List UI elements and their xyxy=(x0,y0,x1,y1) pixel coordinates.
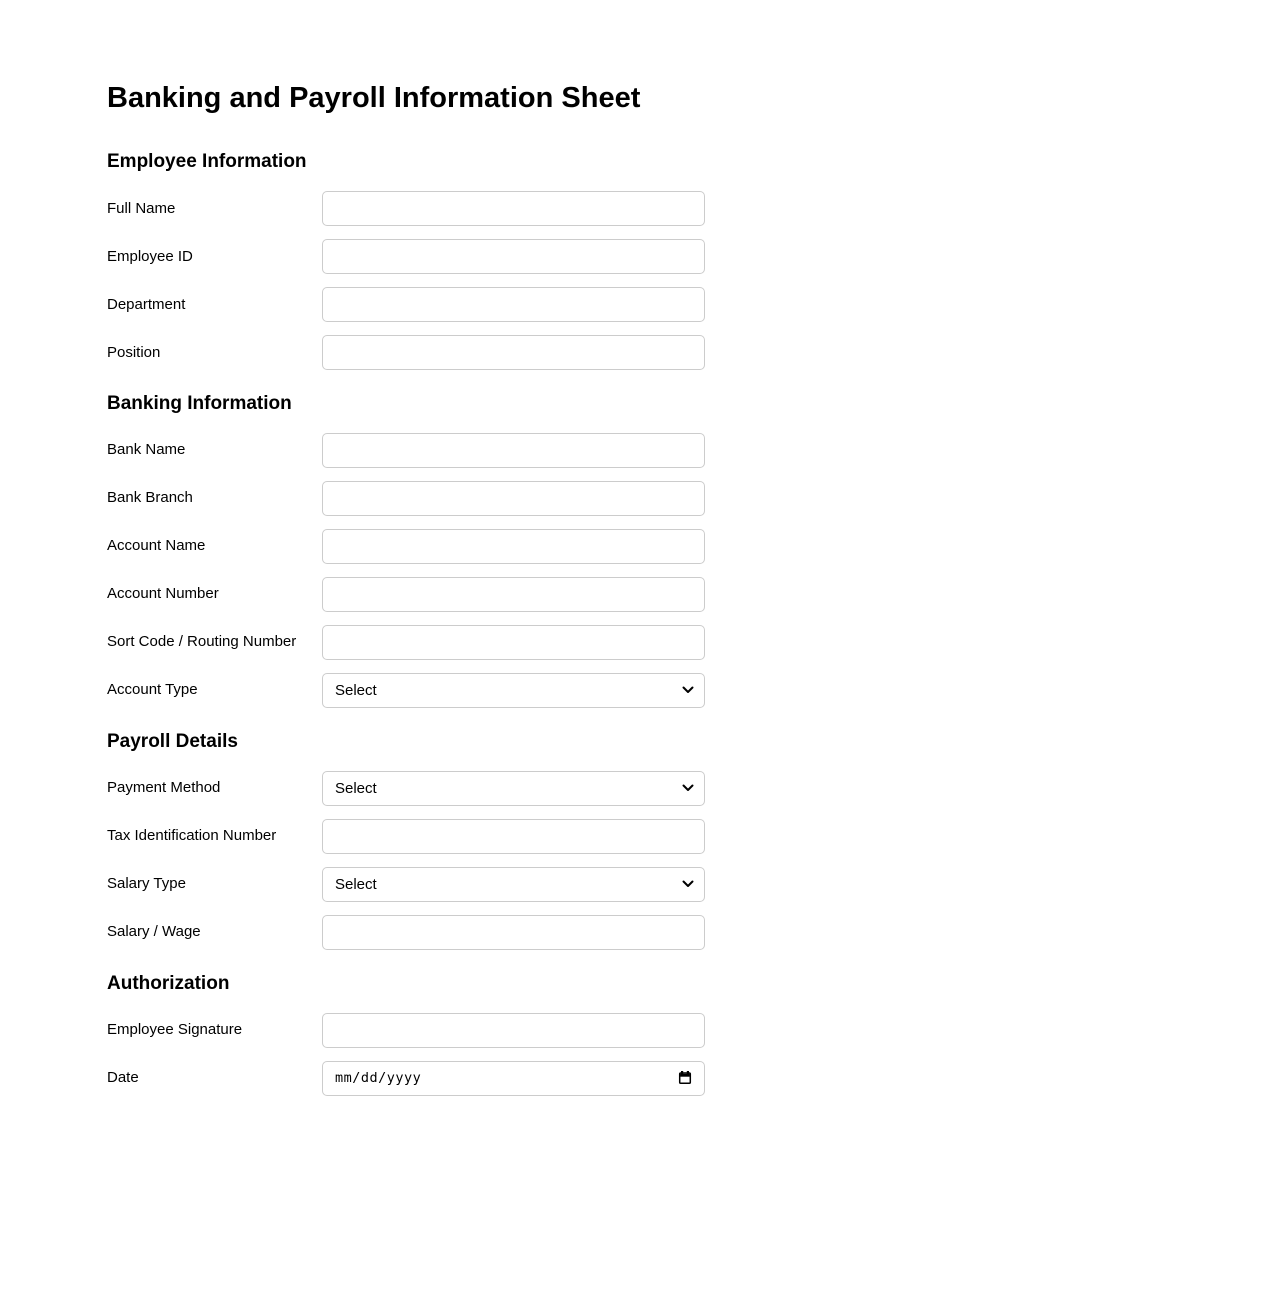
bank-branch-label: Bank Branch xyxy=(107,489,193,507)
full-name-label: Full Name xyxy=(107,199,176,217)
bank-name-label: Bank Name xyxy=(107,441,186,459)
section-authorization xyxy=(107,973,1278,1096)
salary-type-label: Salary Type xyxy=(107,875,186,893)
date-placeholder: mm/dd/yyyy xyxy=(335,1070,422,1087)
form-row-salary-type xyxy=(107,867,1278,902)
section-heading-payroll-details: Payroll Details xyxy=(107,730,238,752)
form-row-employee-id xyxy=(107,239,1278,274)
form-row-sort-code xyxy=(107,625,1278,660)
department-input[interactable] xyxy=(322,287,705,322)
section-employee-information xyxy=(107,151,1278,370)
tax-id-input[interactable] xyxy=(322,819,705,854)
account-type-label: Account Type xyxy=(107,681,198,699)
sort-code-label: Sort Code / Routing Number xyxy=(107,633,297,651)
account-name-input[interactable] xyxy=(322,529,705,564)
account-type-select-wrap xyxy=(322,673,705,708)
payment-method-select-wrap xyxy=(322,771,705,806)
department-label: Department xyxy=(107,295,186,313)
account-number-label: Account Number xyxy=(107,585,219,603)
employee-signature-label: Employee Signature xyxy=(107,1021,243,1039)
form-row-date xyxy=(107,1061,1278,1096)
position-input[interactable] xyxy=(322,335,705,370)
form-row-account-type xyxy=(107,673,1278,708)
employee-id-label: Employee ID xyxy=(107,247,193,265)
form-row-payment-method xyxy=(107,771,1278,806)
page-title: Banking and Payroll Information Sheet xyxy=(107,82,641,114)
date-input[interactable] xyxy=(322,1061,705,1096)
sort-code-input[interactable] xyxy=(322,625,705,660)
section-banking-information xyxy=(107,393,1278,708)
form-row-bank-name xyxy=(107,433,1278,468)
bank-branch-input[interactable] xyxy=(322,481,705,516)
form-row-account-name xyxy=(107,529,1278,564)
form-row-employee-signature xyxy=(107,1013,1278,1048)
salary-wage-input[interactable] xyxy=(322,915,705,950)
form-row-bank-branch xyxy=(107,481,1278,516)
employee-signature-input[interactable] xyxy=(322,1013,705,1048)
payment-method-label: Payment Method xyxy=(107,779,221,797)
salary-wage-label: Salary / Wage xyxy=(107,923,201,941)
calendar-icon[interactable] xyxy=(677,1070,693,1086)
account-name-label: Account Name xyxy=(107,537,206,555)
position-label: Position xyxy=(107,343,161,361)
tax-id-label: Tax Identification Number xyxy=(107,827,277,845)
form-row-position xyxy=(107,335,1278,370)
date-label: Date xyxy=(107,1069,139,1087)
employee-id-input[interactable] xyxy=(322,239,705,274)
salary-type-select-wrap xyxy=(322,867,705,902)
form-row-salary-wage xyxy=(107,915,1278,950)
full-name-input[interactable] xyxy=(322,191,705,226)
form-row-department xyxy=(107,287,1278,322)
account-type-select[interactable] xyxy=(322,673,705,708)
form-row-tax-id xyxy=(107,819,1278,854)
form-row-account-number xyxy=(107,577,1278,612)
payment-method-select[interactable] xyxy=(322,771,705,806)
form-row-full-name xyxy=(107,191,1278,226)
bank-name-input[interactable] xyxy=(322,433,705,468)
salary-type-select[interactable] xyxy=(322,867,705,902)
section-heading-employee-information: Employee Information xyxy=(107,151,307,173)
section-heading-banking-information: Banking Information xyxy=(107,393,292,415)
section-heading-authorization: Authorization xyxy=(107,972,230,994)
account-number-input[interactable] xyxy=(322,577,705,612)
section-payroll-details xyxy=(107,731,1278,950)
